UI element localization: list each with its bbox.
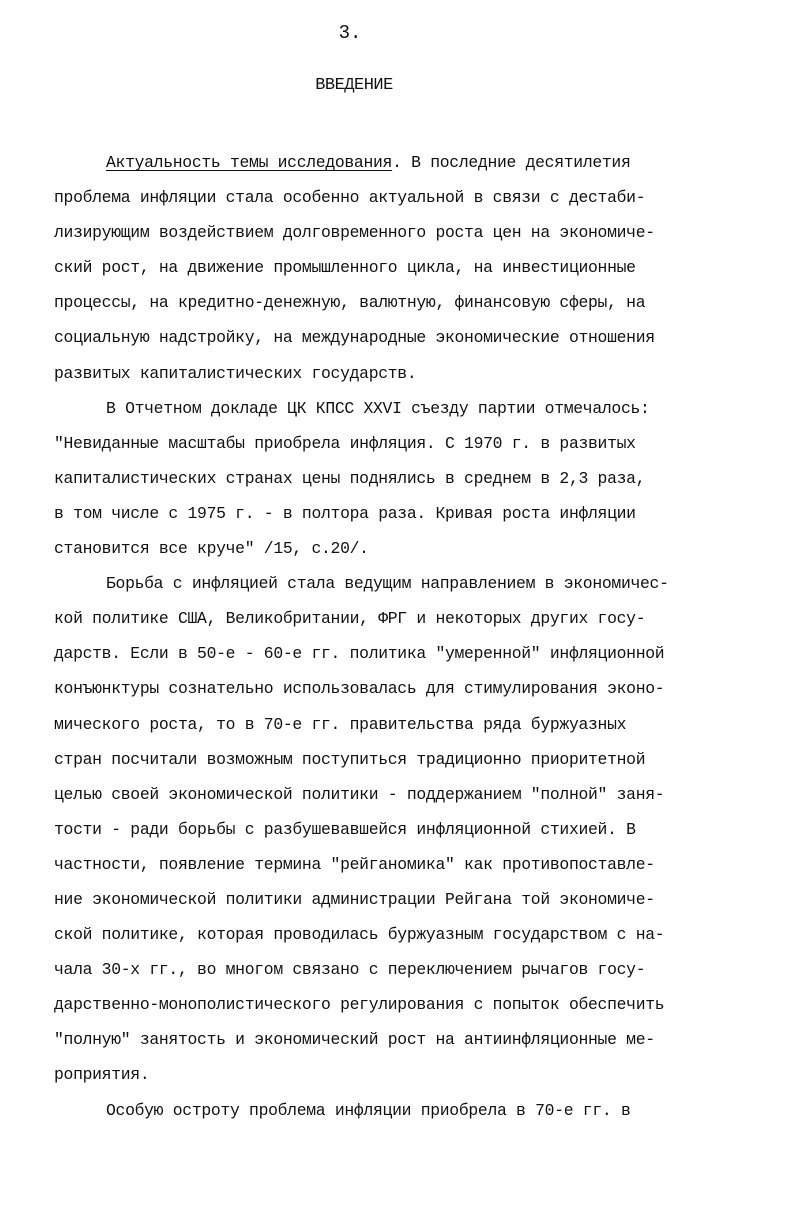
text-line: капиталистических странах цены поднялись в среднем в 2,3 раза, xyxy=(54,468,646,488)
text-line: Борьба с инфляцией стала ведущим направлением в экономичес- xyxy=(106,574,669,594)
text-line: кой политике США, Великобритании, ФРГ и некоторых других госу- xyxy=(54,609,646,629)
text-line: чала 30-х гг., во многом связано с переключением рычагов госу- xyxy=(54,960,646,980)
text-line: "полную" занятость и экономический рост на антиинфляционные ме- xyxy=(54,1030,655,1050)
topic-relevance-heading: Актуальность темы исследования xyxy=(106,153,393,172)
section-title: ВВЕДЕНИЕ xyxy=(315,76,393,95)
text-fragment: . В последние десятилетия xyxy=(392,153,631,172)
document-body xyxy=(54,145,754,1128)
text-line: ский рост, на движение промышленного цикла, на инвестиционные xyxy=(54,258,636,278)
text-line: "Невиданные масштабы приобрела инфляция. С 1970 г. в развитых xyxy=(54,433,636,453)
text-line: развитых капиталистических государств. xyxy=(54,363,417,383)
text-line: роприятия. xyxy=(54,1065,150,1085)
text-line: тости - ради борьбы с разбушевавшейся инфляционной стихией. В xyxy=(54,819,636,839)
text-line: социальную надстройку, на международные экономические отношения xyxy=(54,328,655,348)
text-line: становится все круче" /15, с.20/. xyxy=(54,539,369,559)
text-line: целью своей экономической политики - поддержанием "полной" заня- xyxy=(54,784,665,804)
text-line: ской политике, которая проводилась буржуазным государством с на- xyxy=(54,925,665,945)
page-number: 3. xyxy=(338,22,362,44)
text-line: лизирующим воздействием долговременного роста цен на экономиче- xyxy=(54,223,655,243)
text-line: дарственно-монополистического регулирования с попыток обеспечить xyxy=(54,995,665,1015)
text-line: дарств. Если в 50-е - 60-е гг. политика "умеренной" инфляционной xyxy=(54,644,665,664)
text-line: Особую остроту проблема инфляции приобрела в 70-е гг. в xyxy=(106,1100,631,1120)
text-line xyxy=(54,145,754,180)
text-line: В Отчетном докладе ЦК КПСС XXVI съезду партии отмечалось: xyxy=(106,398,650,418)
text-line: процессы, на кредитно-денежную, валютную, финансовую сферы, на xyxy=(54,293,646,313)
text-line: проблема инфляции стала особенно актуальной в связи с дестаби- xyxy=(54,188,646,208)
text-line: частности, появление термина "рейганомика" как противопоставле- xyxy=(54,854,655,874)
text-line: ние экономической политики администрации Рейгана той экономиче- xyxy=(54,889,655,909)
text-line: в том числе с 1975 г. - в полтора раза. Кривая роста инфляции xyxy=(54,503,636,523)
text-line: стран посчитали возможным поступиться традиционно приоритетной xyxy=(54,749,646,769)
text-line: конъюнктуры сознательно использовалась для стимулирования эконо- xyxy=(54,679,665,699)
text-line: мического роста, то в 70-е гг. правительства ряда буржуазных xyxy=(54,714,627,734)
